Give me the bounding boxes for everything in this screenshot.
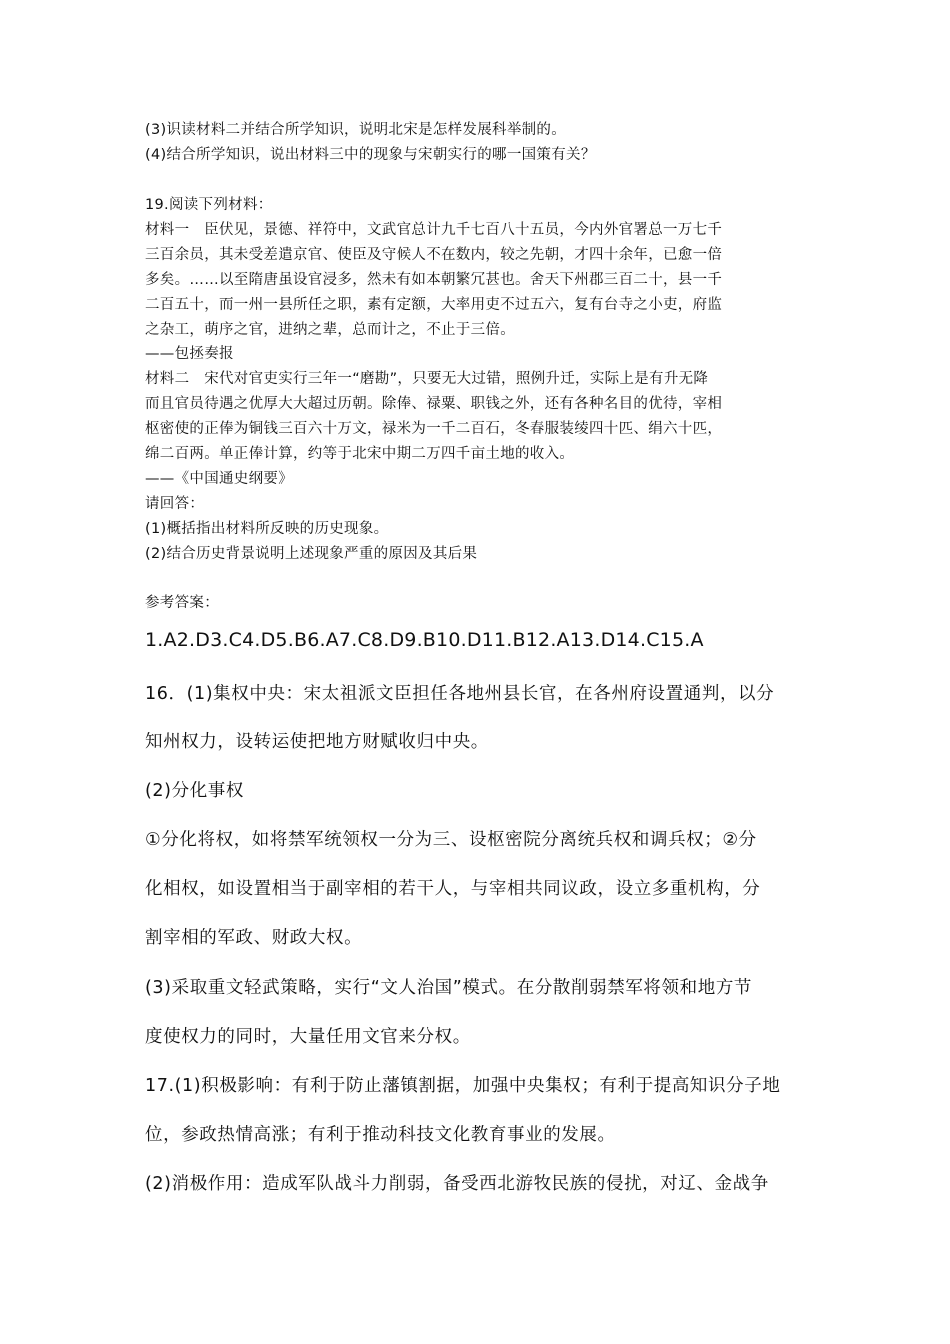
answer-17-line: 位，参政热情高涨；有利于推动科技文化教育事业的发展。 <box>145 1125 616 1145</box>
question-3: (3)识读材料二并结合所学知识，说明北宋是怎样发展科举制的。 <box>145 122 567 138</box>
material1-source: ——包拯奏报 <box>145 346 234 362</box>
material1-line: 三百余员，其未受差遣京官、使臣及守候人不在数内，较之先朝，才四十余年，已愈一倍 <box>145 247 723 263</box>
answer-16-line: 度使权力的同时，大量任用文官来分权。 <box>145 1027 471 1047</box>
answer-17-line: (2)消极作用：造成军队战斗力削弱，备受西北游牧民族的侵扰，对辽、金战争 <box>145 1174 769 1194</box>
answer-16-line: 割宰相的军政、财政大权。 <box>145 928 363 948</box>
material2-line: 枢密使的正俸为铜钱三百六十万文，禄米为一千二百石，冬春服装绫四十匹、绢六十匹， <box>145 421 723 437</box>
answer-16-line: (3)采取重文轻武策略，实行“文人治国”模式。在分散削弱禁军将领和地方节 <box>145 978 753 998</box>
answer-16-line: (2)分化事权 <box>145 781 244 801</box>
q19-heading: 19.阅读下列材料： <box>145 197 273 213</box>
q19-question-2: (2)结合历史背景说明上述现象严重的原因及其后果 <box>145 546 478 562</box>
material2-source: ——《中国通史纲要》 <box>145 471 293 487</box>
material1-line: 材料一 臣伏见，景德、祥符中，文武官总计九千七百八十五员，今内外官署总一万七千 <box>145 222 723 238</box>
answer-16-line: 化相权，如设置相当于副宰相的若干人，与宰相共同议政，设立多重机构，分 <box>145 879 761 899</box>
answer-16-line: ①分化将权，如将禁军统领权一分为三、设枢密院分离统兵权和调兵权；②分 <box>145 830 757 850</box>
material2-line: 绵二百两。单正俸计算，约等于北宋中期二万四千亩土地的收入。 <box>145 446 575 462</box>
material1-line: 二百五十，而一州一县所任之职，素有定额，大率用吏不过五六，复有台寺之小吏，府监 <box>145 297 723 313</box>
material1-line: 多矣。……以至隋唐虽设官浸多，然未有如本朝繁冗甚也。舍天下州郡三百二十，县一千 <box>145 272 723 288</box>
answer-17-line: 17.(1)积极影响：有利于防止藩镇割据，加强中央集权；有利于提高知识分子地 <box>145 1076 781 1096</box>
material1-line: 之杂工，萌序之官，进纳之辈，总而计之，不止于三倍。 <box>145 322 515 338</box>
material2-line: 材料二 宋代对官吏实行三年一“磨勘”，只要无大过错，照例升迁，实际上是有升无降 <box>145 371 709 387</box>
answer-16-line: 16．(1)集权中央：宋太祖派文臣担任各地州县长官，在各州府设置通判，以分 <box>145 684 775 704</box>
question-4: (4)结合所学知识，说出材料三中的现象与宋朝实行的哪一国策有关？ <box>145 147 596 163</box>
answers-heading: 参考答案： <box>145 595 219 611</box>
q19-question-1: (1)概括指出材料所反映的历史现象。 <box>145 521 389 537</box>
answer-16-line: 知州权力，设转运使把地方财赋收归中央。 <box>145 732 489 752</box>
answer-key: 1.A2.D3.C4.D5.B6.A7.C8.D9.B10.D11.B12.A13.D14.C15.A <box>145 629 704 651</box>
q19-prompt: 请回答： <box>145 496 205 512</box>
material2-line: 而且官员待遇之优厚大大超过历朝。除俸、禄粟、职钱之外，还有各种名目的优待，宰相 <box>145 396 723 412</box>
